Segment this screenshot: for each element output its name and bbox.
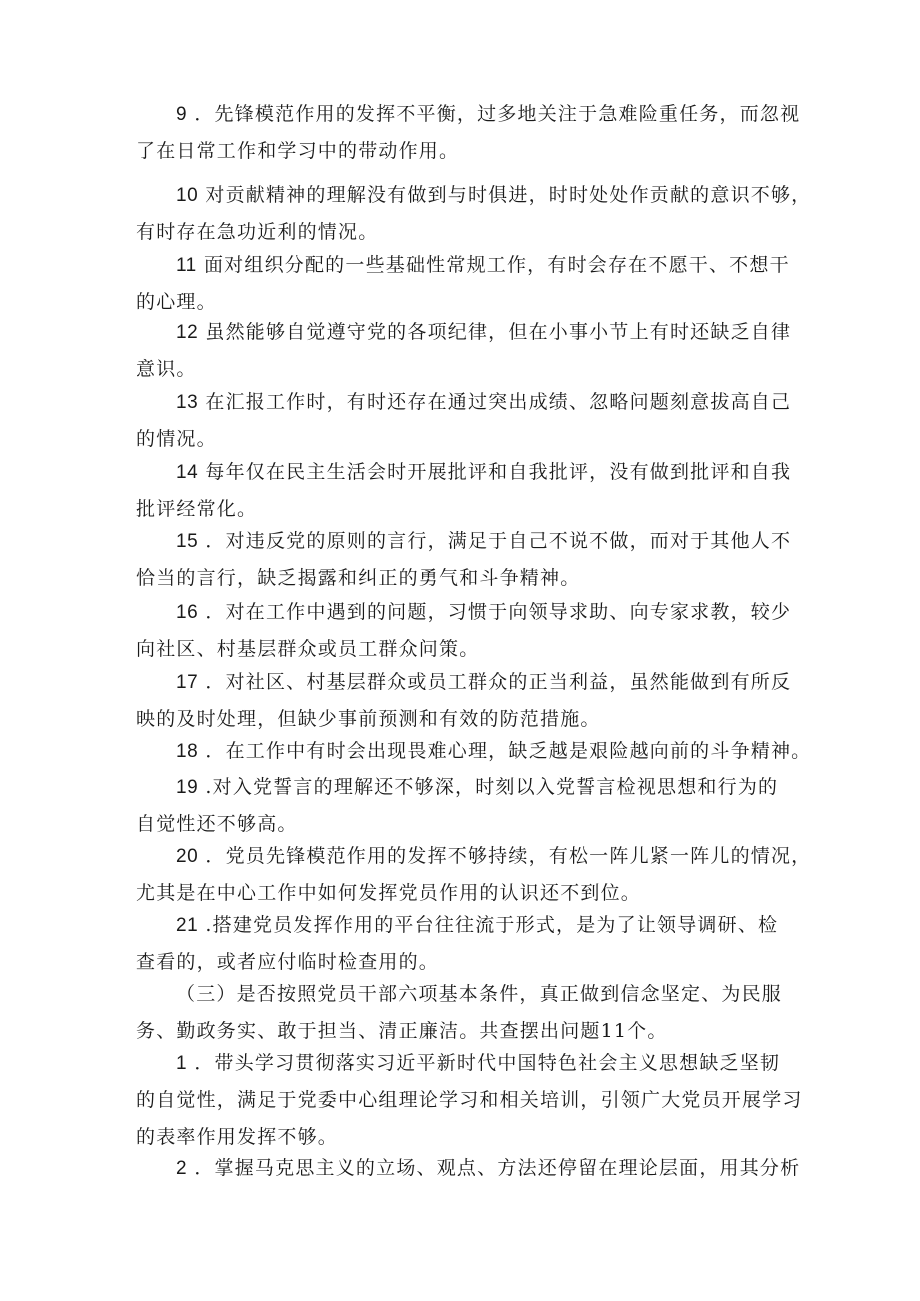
paragraph-line: 批评经常化。: [136, 498, 258, 520]
item-number: 2: [176, 1158, 188, 1179]
paragraph-line: ．带头学习贯彻落实习近平新时代中国特色社会主义思想缺乏坚韧: [187, 1052, 781, 1074]
paragraph-13: [136, 384, 796, 458]
paragraph-line: 查看的，或者应付临时检查用的。: [136, 951, 440, 973]
item-number: 17: [176, 672, 199, 693]
paragraph-21: [136, 907, 796, 981]
item-number: 9: [176, 104, 188, 125]
paragraph-line: 的表率作用发挥不够。: [136, 1126, 339, 1148]
paragraph-15: [136, 523, 796, 597]
paragraph-line: ．对社区、村基层群众或员工群众的正当利益，虽然能做到有所反: [198, 671, 792, 693]
paragraph-line: 的自觉性，满足于党委中心组理论学习和相关培训，引领广大党员开展学习: [136, 1089, 803, 1111]
paragraph-line: 在汇报工作时，有时还存在通过突出成绩、忽略问题刻意拔高自己: [198, 391, 792, 413]
paragraph-17: [136, 664, 796, 738]
paragraph-line: .对入党誓言的理解还不够深，时刻以入党誓言检视思想和行为的: [198, 776, 779, 798]
item-number: 18: [176, 741, 199, 762]
item-number: 15: [176, 531, 199, 552]
paragraph-line: .搭建党员发挥作用的平台往往流于形式，是为了让领导调研、检: [198, 914, 779, 936]
paragraph-line: 有时存在急功近利的情况。: [136, 221, 379, 243]
paragraph-line: 了在日常工作和学习中的带动作用。: [136, 140, 460, 162]
paragraph-line: 向社区、村基层群众或员工群众问策。: [136, 638, 480, 660]
paragraph-line: ．对违反党的原则的言行，满足于自己不说不做，而对于其他人不: [198, 530, 792, 552]
section-heading-3: [136, 976, 796, 1050]
item-number: 10: [176, 185, 199, 206]
paragraph-line: ．掌握马克思主义的立场、观点、方法还停留在理论层面，用其分析: [187, 1157, 801, 1179]
paragraph-line: 对贡献精神的理解没有做到与时俱进，时时处处作贡献的意识不够，: [198, 184, 812, 206]
item-number: 16: [176, 602, 199, 623]
paragraph-line: 的情况。: [136, 428, 217, 450]
item-number: 11: [176, 255, 197, 276]
paragraph-line: ．对在工作中遇到的问题，习惯于向领导求助、向专家求教，较少: [198, 601, 792, 623]
paragraph-14: [136, 454, 796, 528]
paragraph-line: 虽然能够自觉遵守党的各项纪律，但在小事小节上有时还缺乏自律: [198, 321, 792, 343]
paragraph-11: [136, 247, 796, 321]
paragraph-line: ．党员先锋模范作用的发挥不够持续，有松一阵儿紧一阵儿的情况，: [198, 845, 812, 867]
paragraph-line: 的心理。: [136, 291, 217, 313]
paragraph-18: [136, 733, 812, 770]
paragraph-line: 恰当的言行，缺乏揭露和纠正的勇气和斗争精神。: [136, 567, 581, 589]
paragraph-20: [136, 838, 812, 912]
paragraph-line: 映的及时处理，但缺少事前预测和有效的防范措施。: [136, 708, 601, 730]
paragraph-line: 面对组织分配的一些基础性常规工作，有时会存在不愿干、不想干: [196, 254, 790, 276]
paragraph-line: 尤其是在中心工作中如何发挥党员作用的认识还不到位。: [136, 882, 642, 904]
item-number: 19: [176, 777, 199, 798]
paragraph-line: 务、勤政务实、敢于担当、清正廉洁。共查摆出问题11个。: [136, 1020, 668, 1042]
paragraph-10: [136, 177, 812, 251]
paragraph-s2: [136, 1150, 801, 1187]
paragraph-line: 每年仅在民主生活会时开展批评和自我批评，没有做到批评和自我: [198, 461, 792, 483]
paragraph-line: 意识。: [136, 358, 197, 380]
item-number: 1: [176, 1053, 188, 1074]
paragraph-line: 自觉性还不够高。: [136, 813, 298, 835]
paragraph-line: ．在工作中有时会出现畏难心理，缺乏越是艰险越向前的斗争精神。: [198, 740, 812, 762]
item-number: 21: [176, 915, 199, 936]
paragraph-19: [136, 769, 796, 843]
item-number: 13: [176, 392, 199, 413]
paragraph-line: ．先锋模范作用的发挥不平衡，过多地关注于急难险重任务，而忽视: [187, 103, 801, 125]
paragraph-16: [136, 594, 796, 668]
paragraph-12: [136, 314, 796, 388]
item-number: 20: [176, 846, 199, 867]
paragraph-s1: [136, 1045, 803, 1156]
item-number: 14: [176, 462, 199, 483]
paragraph-line: （三）是否按照党员干部六项基本条件，真正做到信念坚定、为民服: [176, 983, 783, 1005]
paragraph-9: [136, 96, 801, 170]
item-number: 12: [176, 322, 199, 343]
